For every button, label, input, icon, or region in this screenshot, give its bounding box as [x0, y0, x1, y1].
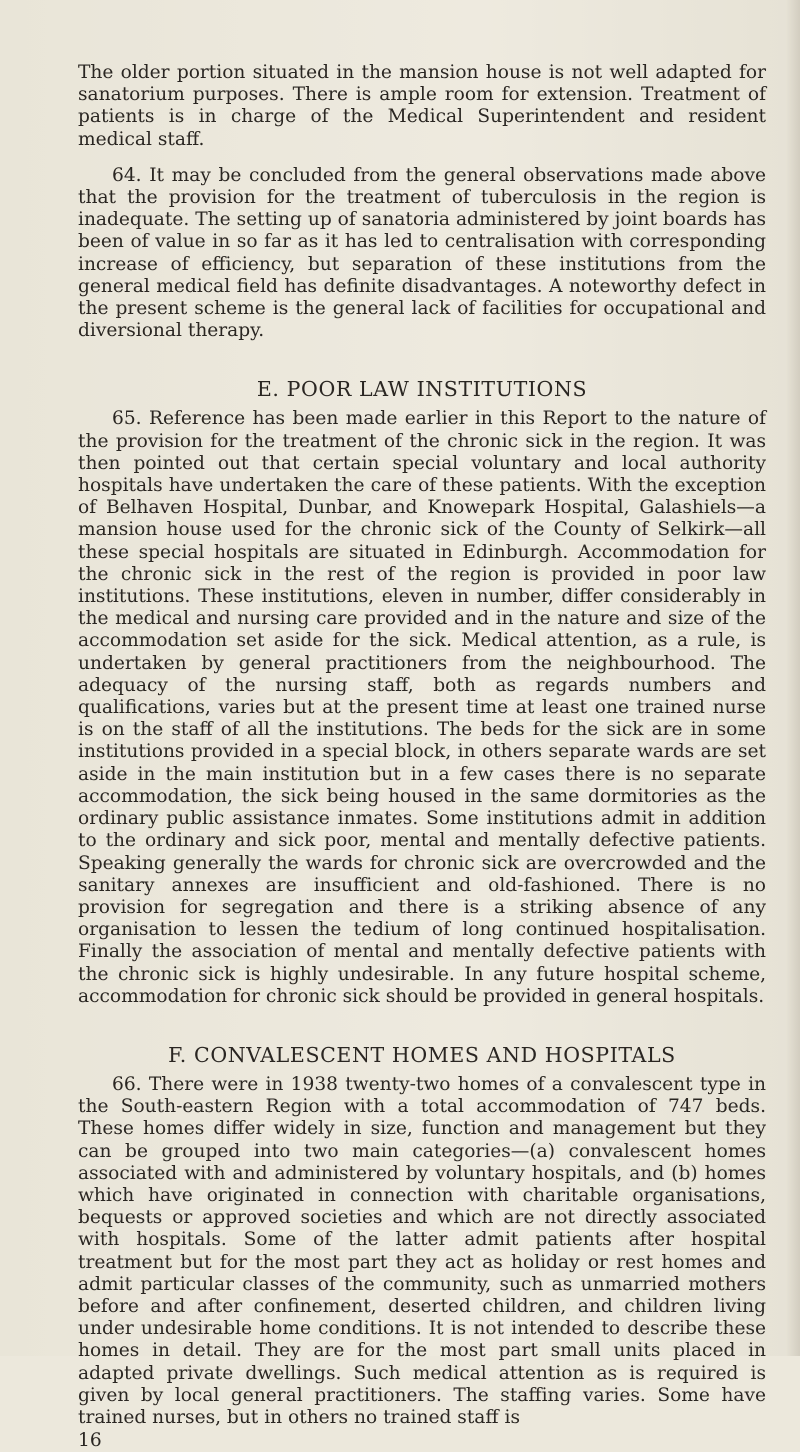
section-e-heading: E. POOR LAW INSTITUTIONS — [256, 377, 588, 402]
paragraph-65: 65. Reference has been made earlier in this Report to the nature of the provision for the treatment of the chronic sick in the region. It was then pointed out that certain special voluntary and local authority hospitals have undertaken the care of these patients. With the exception of Belhaven Hospital, Dunbar, and Knowepark Hospital, Galashiels—a mansion house used for the chronic sick of the County of Selkirk—all these special hospitals are situated in Edinburgh. Accommodation for the chronic sick in the rest of the region is provided in poor law institutions. These institutions, eleven in number, differ considerably in the medical and nursing care provided and in the nature and size of the accommodation set aside for the sick. Medical attention, as a rule, is undertaken by general practitioners from the neighbourhood. The adequacy of the nursing staff, both as regards numbers and qualifications, varies but at the present time at least one trained nurse is on the staff of all the institutions. The beds for the sick are in some institutions provided in a special block, in others separate wards are set aside in the main institution but in a few cases there is no separate accommodation, the sick being housed in the same dormitories as the ordinary public assistance inmates. Some institutions admit in addition to the ordinary and sick poor, mental and mentally defective patients. Speaking generally the wards for chronic sick are overcrowded and the sanitary annexes are insufficient and old-fashioned. There is no provision for segregation and there is a striking absence of any organisation to lessen the tedium of long continued hospitalisation. Finally the association of mental and mentally defective patients with the chronic sick is highly undesirable. In any future hospital scheme, accommodation for chronic sick should be provided in general hospitals. — [78, 408, 766, 1007]
section-f-heading: F. CONVALESCENT HOMES AND HOSPITALS — [168, 1042, 676, 1067]
paragraph-66: 66. There were in 1938 twenty-two homes of a convalescent type in the South-eastern Region with a total accommodation of 747 beds. These homes differ widely in size, function and management but they can be grouped into two main categories—(a) convalescent homes associated with and administered by voluntary hospitals, and (b) homes which have originated in connection with charitable organisations, bequests or approved societies and which are not directly associated with hospitals. Some of the latter admit patients after hospital treatment but for the most part they act as holiday or rest homes and admit particular classes of the community, such as unmarried mothers before and after confinement, deserted children, and children living under undesirable home conditions. It is not intended to describe these homes in detail. They are for the most part small units placed in adapted private dwellings. Such medical attention as is required is given by local general practitioners. The staffing varies. Some have trained nurses, but in others no trained staff is — [78, 1073, 766, 1428]
paragraph-64: 64. It may be concluded from the general observations made above that the provision for the treatment of tuberculosis in the region is inadequate. The setting up of sanatoria administered by joint boards has been of value in so far as it has led to centralisation with corresponding increase of efficiency, but separation of these institutions from the general medical field has definite disadvantages. A noteworthy defect in the present scheme is the general lack of facilities for occupational and diversional therapy. — [78, 164, 766, 342]
page-edge-shadow — [786, 0, 800, 1356]
intro-paragraph: The older portion situated in the mansion house is not well adapted for sanatorium purposes. There is ample room for extension. Treatment of patients is in charge of the Medical Superintendent and resident medical staff. — [78, 62, 766, 150]
page-number: 16 — [78, 1430, 102, 1452]
